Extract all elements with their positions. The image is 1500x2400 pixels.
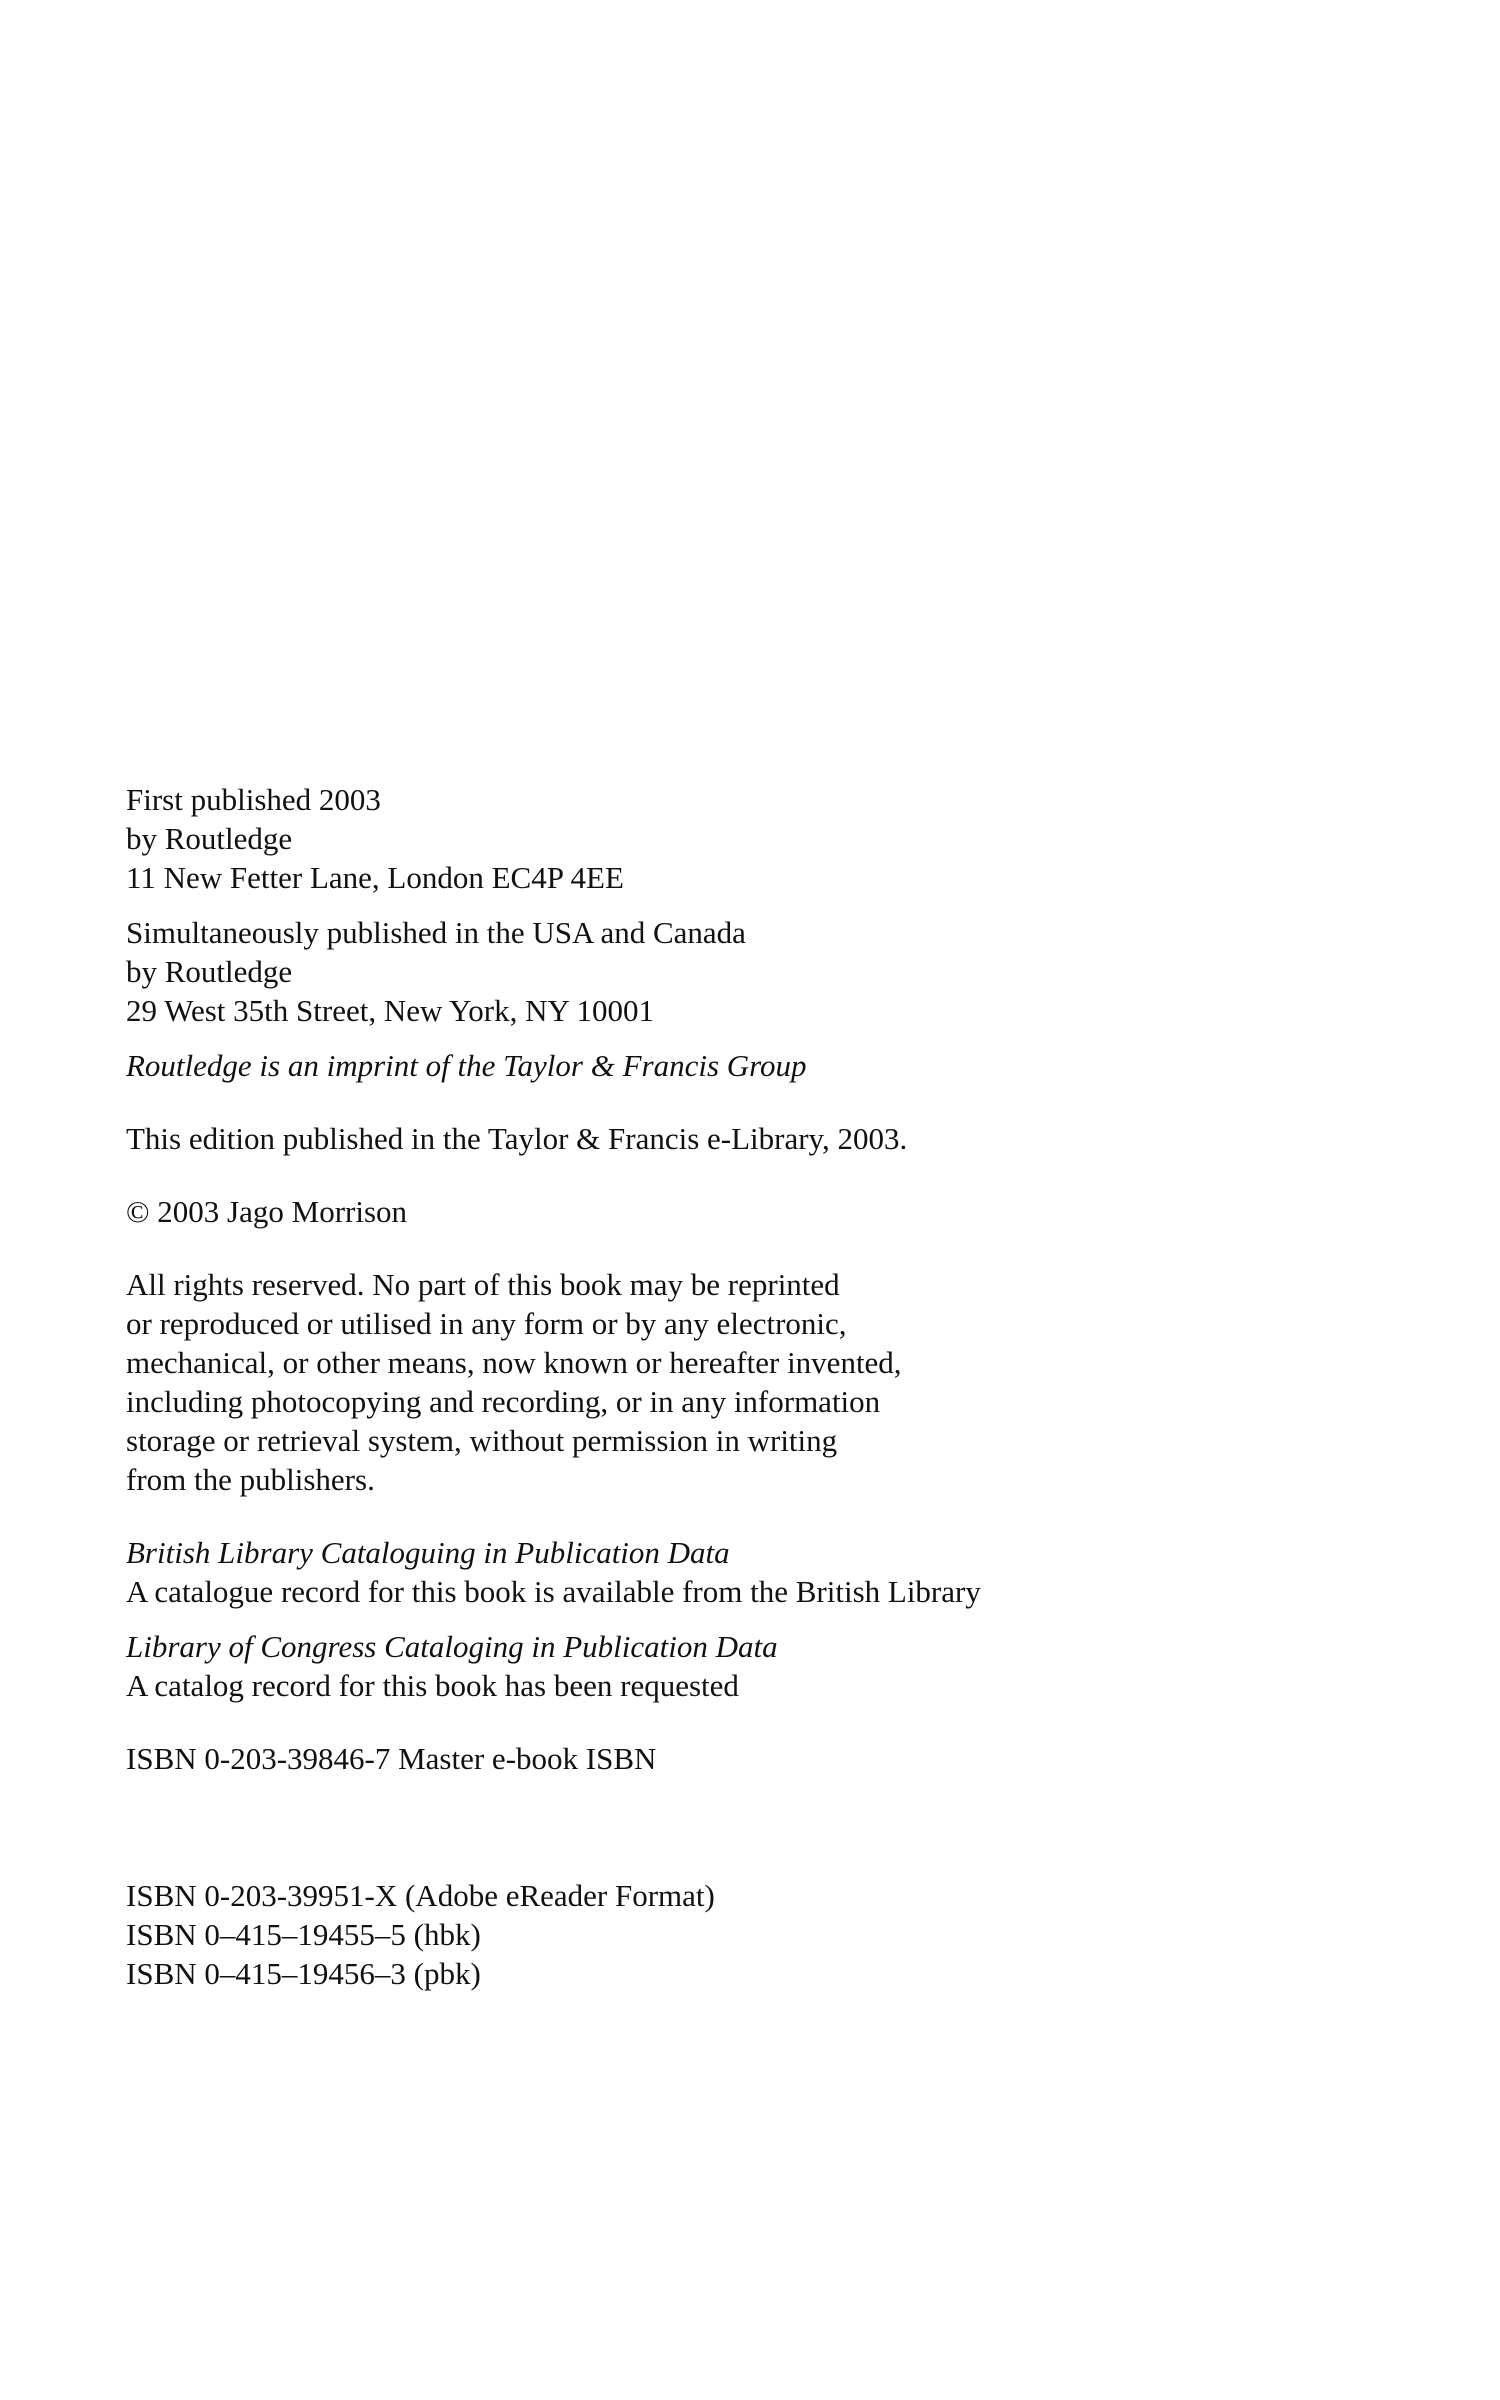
publisher-line-us: by Routledge <box>126 954 293 989</box>
simultaneous-line: Simultaneously published in the USA and Canada <box>126 915 746 950</box>
publisher-line-uk: by Routledge <box>126 821 293 856</box>
rights-line: All rights reserved. No part of this book may be reprinted <box>126 1267 840 1302</box>
master-isbn-block <box>126 1739 1426 1778</box>
rights-line: from the publishers. <box>126 1462 375 1497</box>
imprint-info <box>126 1046 1426 1085</box>
copyright-page <box>126 780 1426 2009</box>
publisher-address-uk: 11 New Fetter Lane, London EC4P 4EE <box>126 860 624 895</box>
publication-info <box>126 780 1426 897</box>
congress-title: Library of Congress Cataloging in Publication Data <box>126 1629 778 1664</box>
us-publication-info <box>126 913 1426 1030</box>
rights-line: or reproduced or utilised in any form or by any electronic, <box>126 1306 847 1341</box>
rights-line: including photocopying and recording, or in any information <box>126 1384 881 1419</box>
isbn-paperback: ISBN 0–415–19456–3 (pbk) <box>126 1956 481 1991</box>
first-published-line: First published 2003 <box>126 782 381 817</box>
copyright-line: © 2003 Jago Morrison <box>126 1194 408 1229</box>
copyright-notice <box>126 1192 1426 1231</box>
british-library-text: A catalogue record for this book is available from the British Library <box>126 1574 981 1609</box>
isbn-hardback: ISBN 0–415–19455–5 (hbk) <box>126 1917 481 1952</box>
british-library-title: British Library Cataloguing in Publication Data <box>126 1535 730 1570</box>
ebook-edition-line: This edition published in the Taylor & Francis e-Library, 2003. <box>126 1121 908 1156</box>
isbn-list <box>126 1876 1426 1993</box>
publisher-address-us: 29 West 35th Street, New York, NY 10001 <box>126 993 654 1028</box>
imprint-line: Routledge is an imprint of the Taylor & Francis Group <box>126 1048 807 1083</box>
isbn-adobe: ISBN 0-203-39951-X (Adobe eReader Format) <box>126 1878 715 1913</box>
congress-cataloguing <box>126 1627 1426 1705</box>
rights-statement <box>126 1265 1426 1499</box>
ebook-edition-info <box>126 1119 1426 1158</box>
congress-text: A catalog record for this book has been requested <box>126 1668 739 1703</box>
british-library-cataloguing <box>126 1533 1426 1611</box>
rights-line: storage or retrieval system, without permission in writing <box>126 1423 838 1458</box>
isbn-master: ISBN 0-203-39846-7 Master e-book ISBN <box>126 1741 657 1776</box>
rights-line: mechanical, or other means, now known or hereafter invented, <box>126 1345 902 1380</box>
